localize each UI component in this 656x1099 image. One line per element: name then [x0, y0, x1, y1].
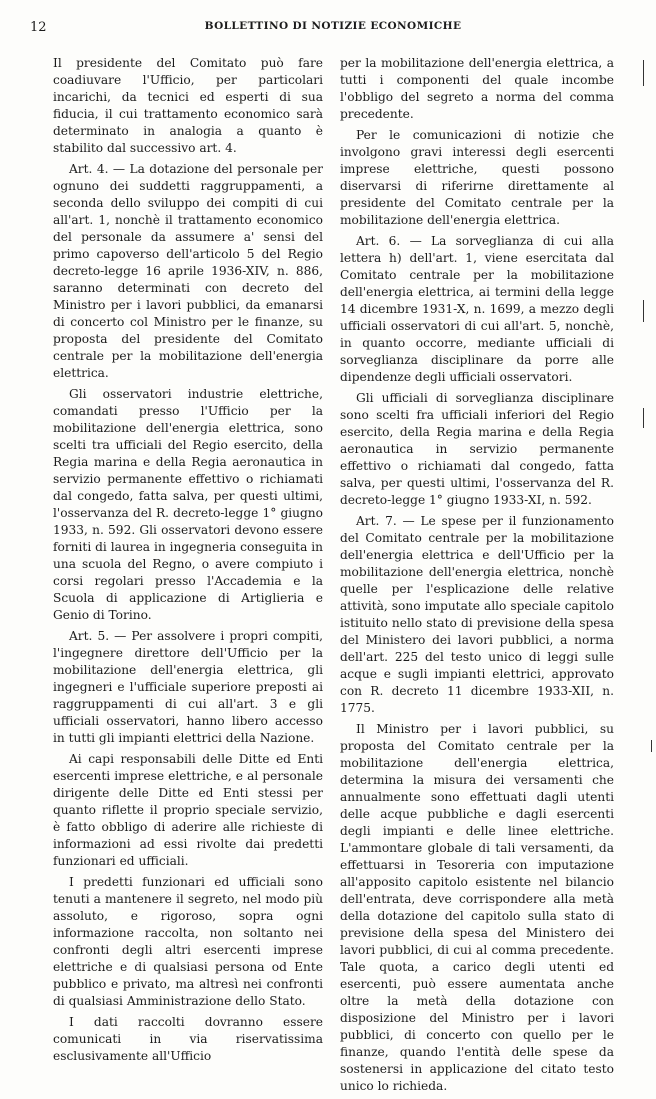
paragraph: Il presidente del Comitato può fare coadiuvare l'Ufficio, per particolari incarichi, da tecnici ed esperti di sua fiducia, il cui trattamento economico sarà determinato in analogia a quanto è stabilito dal successivo art. 4. — [53, 56, 323, 155]
paragraph: I predetti funzionari ed ufficiali sono tenuti a mantenere il segreto, nel modo più assoluto, e rigoroso, sopra ogni informazione raccolta, non soltanto nei confronti degli altri esercenti imprese elettriche e di qualsiasi persona od Ente pubblico e privato, ma altresì nei confronti di qualsiasi Amministrazione dello Stato. — [53, 875, 323, 1008]
running-title: BOLLETTINO DI NOTIZIE ECONOMICHE — [204, 20, 462, 32]
scan-mark — [651, 740, 652, 752]
paragraph: Ai capi responsabili delle Ditte ed Enti esercenti imprese elettriche, e al personale dirigente delle Ditte ed Enti stessi per quanto riflette il proprio speciale servizio, è fatto obbligo di aderire alle richieste di informazioni ad essi rivolte dai predetti funzionari ed ufficiali. — [53, 752, 323, 868]
paragraph: Gli osservatori industrie elettriche, comandati presso l'Ufficio per la mobilitazione dell'energia elettrica, sono scelti tra ufficiali del Regio esercito, della Regia marina e della Regia aeronautica in servizio permanente effettivo o richiamati dal congedo, fatta salva, per questi ultimi, l'osservanza del R. decreto-legge 1° giugno 1933, n. 592. Gli osservatori devono essere forniti di laurea in ingegneria conseguita in una scuola del Regno, o avere compiuto i corsi regolari presso l'Accademia e la Scuola di applicazione di Artiglieria e Genio di Torino. — [53, 387, 323, 622]
paragraph: Art. 4. — La dotazione del personale per ognuno dei suddetti raggruppamenti, a seconda dello sviluppo dei compiti di cui all'art. 1, nonchè il trattamento economico del personale da assumere a' sensi del primo capoverso dell'articolo 5 del Regio decreto-legge 16 aprile 1936-XIV, n. 886, saranno determinati con decreto del Ministro per i lavori pubblici, da emanarsi di concerto col Ministro per le finanze, su proposta del presidente del Comitato centrale per la mobilitazione dell'energia elettrica. — [53, 162, 323, 380]
left-column — [53, 55, 323, 1069]
right-column — [340, 55, 614, 1099]
scan-mark — [643, 60, 644, 86]
paragraph: Il Ministro per i lavori pubblici, su proposta del Comitato centrale per la mobilitazione dell'energia elettrica, determina la misura dei versamenti che annualmente sono effettuati dagli utenti delle acque pubbliche e dagli esercenti degli impianti e delle linee elettriche. L'ammontare globale di tali versamenti, da effettuarsi in Tesoreria con imputazione all'apposito capitolo esistente nel bilancio dell'entrata, deve corrispondere alla metà della dotazione del capitolo sulla stato di previsione della spesa del Ministero dei lavori pubblici, di cui al comma precedente. Tale quota, a carico degli utenti ed esercenti, può essere aumentata anche oltre la metà della dotazione con disposizione del Ministro per i lavori pubblici, di concerto con quello per le finanze, quando l'entità delle spese da sostenersi in applicazione del citato testo unico lo richieda. — [340, 722, 614, 1093]
paragraph: Art. 5. — Per assolvere i propri compiti, l'ingegnere direttore dell'Ufficio per la mobilitazione dell'energia elettrica, gli ingegneri e l'ufficiale superiore preposti ai raggruppamenti di cui all'art. 3 e gli ufficiali osservatori, hanno libero accesso in tutti gli impianti elettrici della Nazione. — [53, 629, 323, 745]
paragraph: Art. 6. — La sorveglianza di cui alla lettera h) dell'art. 1, viene esercitata dal Comitato centrale per la mobilitazione dell'energia elettrica, ai termini della legge 14 dicembre 1931-X, n. 1699, a mezzo degli ufficiali osservatori di cui all'art. 5, nonchè, in quanto occorre, mediante ufficiali di sorveglianza disciplinare da porre alle dipendenze degli ufficiali osservatori. — [340, 234, 614, 384]
scan-mark — [643, 408, 644, 428]
paragraph: Per le comunicazioni di notizie che involgono gravi interessi degli esercenti imprese elettriche, questi possono diservarsi di riferirne direttamente al presidente del Comitato centrale per la mobilitazione dell'energia elettrica. — [340, 128, 614, 227]
page-header — [30, 18, 636, 40]
paragraph: Art. 7. — Le spese per il funzionamento del Comitato centrale per la mobilitazione dell'energia elettrica e dell'Ufficio per la mobilitazione dell'energia elettrica, nonchè quelle per l'esplicazione delle relative attività, sono imputate allo speciale capitolo istituito nello stato di previsione della spesa del Ministero dei lavori pubblici, a norma dell'art. 225 del testo unico di leggi sulle acque e sugli impianti elettrici, approvato con R. decreto 11 dicembre 1933-XII, n. 1775. — [340, 514, 614, 715]
paragraph: Gli ufficiali di sorveglianza disciplinare sono scelti fra ufficiali inferiori del Regio esercito, della Regia marina e della Regia aeronautica in servizio permanente effettivo o richiamati dal congedo, fatta salva, per questi ultimi, l'osservanza del R. decreto-legge 1° giugno 1933-XI, n. 592. — [340, 391, 614, 507]
page-number: 12 — [30, 20, 47, 35]
scan-mark — [643, 300, 644, 322]
paragraph: per la mobilitazione dell'energia elettrica, a tutti i componenti del quale incombe l'obbligo del segreto a norma del comma precedente. — [340, 56, 614, 121]
paragraph: I dati raccolti dovranno essere comunicati in via riservatissima esclusivamente all'Ufficio — [53, 1015, 323, 1063]
